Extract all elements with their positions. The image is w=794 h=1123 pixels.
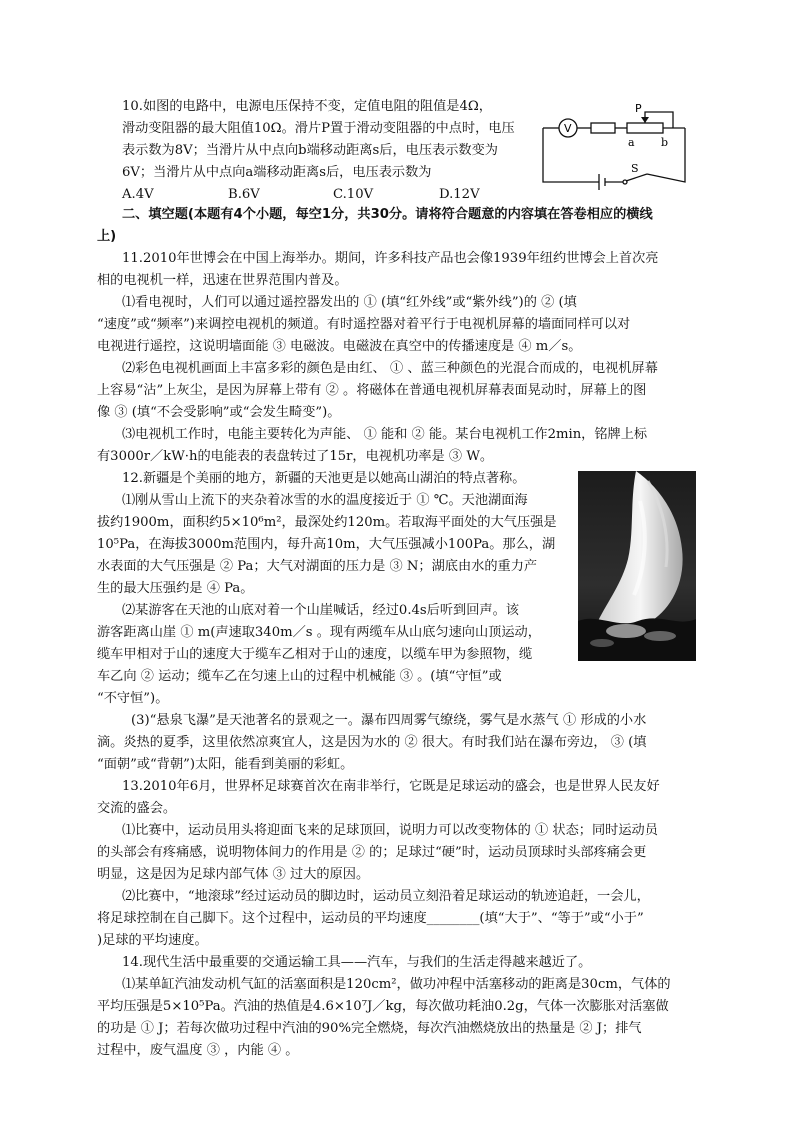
- q12-part2-line-2: 游客距离山崖 ① m(声速取340m／s 。现有两缆车从山底匀速向山顶运动，: [97, 625, 541, 640]
- q11-intro-2: 相的电视机一样，迅速在世界范围内普及。: [97, 273, 348, 288]
- q12-part2-line-5: “不守恒”)。: [97, 691, 169, 706]
- q12-intro: 12.新疆是个美丽的地方，新疆的天池更是以她高山湖泊的特点著称。: [122, 471, 526, 486]
- circuit-diagram: [535, 100, 695, 192]
- q14-part1-line-2: 平均压强是5×10⁵Pa。汽油的热值是4.6×10⁷J／kg，每次做功耗油0.2g，气体一次膨胀对活塞做: [97, 999, 669, 1014]
- q12-part3-line-1: (3)“悬泉飞瀑”是天池著名的景观之一。瀑布四周雾气缭绕，雾气是水蒸气 ① 形成的小水: [131, 713, 647, 728]
- terminal-b-label: b: [661, 136, 669, 149]
- q10-option-d: D.12V: [439, 187, 480, 202]
- q11-part1-line-1: ⑴看电视时，人们可以通过遥控器发出的 ① (填“红外线”或“紫外线”)的 ② (填: [122, 295, 577, 310]
- q13-part1-line-2: 的头部会有疼痛感，说明物体间力的作用是 ② 的；足球过“硬”时，运动员顶球时头部疼痛会更: [97, 845, 647, 860]
- q10-option-c: C.10V: [333, 187, 374, 202]
- q13-part2-line-1: ⑵比赛中，“地滚球”经过运动员的脚边时，运动员立刻沿着足球运动的轨迹追赶，一会儿，: [122, 889, 650, 904]
- q11-part2-line-2: 上容易“沾”上灰尘，是因为屏幕上带有 ② 。将磁体在普通电视机屏幕表面晃动时，屏幕上的图: [97, 383, 647, 398]
- q12-part1-line-4: 水表面的大气压强是 ② Pa；大气对湖面的压力是 ③ N；湖底由水的重力产: [97, 559, 538, 574]
- q10-line-2: 滑动变阻器的最大阻值10Ω。滑片P置于滑动变阻器的中点时，电压: [122, 121, 515, 136]
- q10-line-4: 6V；当滑片从中点向a端移动距离s后，电压表示数为: [122, 165, 432, 180]
- q13-part2-line-2: 将足球控制在自己脚下。这个过程中，运动员的平均速度________(填“大于”、“等于”或“小于”: [97, 911, 644, 926]
- q11-part3-line-1: ⑶电视机工作时，电能主要转化为声能、 ① 能和 ② 能。某台电视机工作2min，铭牌上标: [122, 427, 648, 442]
- q13-part2-line-3: )足球的平均速度。: [97, 933, 208, 948]
- q10-option-a: A.4V: [122, 187, 154, 202]
- q12-part1-line-2: 拔约1900m，面积约5×10⁶m²，最深处约120m。若取海平面处的大气压强是: [97, 515, 557, 530]
- q12-part1-line-3: 10⁵Pa，在海拔3000m范围内，每升高10m，大气压强减小100Pa。那么，湖: [97, 537, 556, 552]
- slider-label: P: [635, 102, 642, 115]
- q11-part1-line-2: “速度”或“频率”)来调控电视机的频道。有时遥控器对着平行于电视机屏幕的墙面同样可以对: [97, 317, 631, 332]
- q11-part2-line-1: ⑵彩色电视机画面上丰富多彩的颜色是由红、 ① 、蓝三种颜色的光混合而成的，电视机屏幕: [122, 361, 658, 376]
- q13-part1-line-1: ⑴比赛中，运动员用头将迎面飞来的足球顶回，说明力可以改变物体的 ① 状态；同时运动员: [122, 823, 658, 838]
- q12-part1-line-1: ⑴刚从雪山上流下的夹杂着冰雪的水的温度接近于 ① ℃。天池湖面海: [122, 493, 528, 508]
- waterfall-photo: [578, 471, 696, 661]
- q13-intro-2: 交流的盛会。: [97, 801, 177, 816]
- q11-intro-1: 11.2010年世博会在中国上海举办。期间，许多科技产品也会像1939年纽约世博会上首次亮: [122, 251, 659, 266]
- section-heading-line-2: 上): [97, 229, 117, 244]
- q12-part2-line-4: 车乙向 ② 运动；缆车乙在匀速上山的过程中机械能 ③ 。(填“守恒”或: [97, 669, 502, 684]
- q12-part2-line-1: ⑵某游客在天池的山底对着一个山崖喊话，经过0.4s后听到回声。该: [122, 603, 519, 618]
- q12-part3-line-3: “面朝”或“背朝”)太阳，能看到美丽的彩虹。: [97, 757, 354, 772]
- q11-part3-line-2: 有3000r／kW·h的电能表的表盘转过了15r，电视机功率是 ③ W。: [97, 449, 494, 464]
- q13-part1-line-3: 明显，这是因为足球内部气体 ③ 过大的原因。: [97, 867, 370, 882]
- q10-line-1: 10.如图的电路中，电源电压保持不变，定值电阻的阻值是4Ω，: [122, 99, 492, 114]
- q12-part1-line-5: 生的最大压强约是 ④ Pa。: [97, 581, 254, 596]
- q10-option-b: B.6V: [228, 187, 260, 202]
- section-heading-line-1: 二、填空题(本题有4个小题，每空1分，共30分。请将符合题意的内容填在答卷相应的横线: [122, 207, 653, 222]
- q11-part2-line-3: 像 ③ (填“不会受影响”或“会发生畸变”)。: [97, 405, 341, 420]
- q10-line-3: 表示数为8V；当滑片从中点向b端移动距离s后，电压表示数变为: [122, 143, 498, 158]
- q14-part1-line-3: 的功是 ① J；若每次做功过程中汽油的90%完全燃烧，每次汽油燃烧放出的热量是 ② J；排气: [97, 1021, 642, 1036]
- q13-intro-1: 13.2010年6月，世界杯足球赛首次在南非举行，它既是足球运动的盛会，也是世界人民友好: [122, 779, 660, 794]
- q12-part3-line-2: 滴。炎热的夏季，这里依然凉爽宜人，这是因为水的 ② 很大。有时我们站在瀑布旁边， ③ (填: [97, 735, 647, 750]
- voltmeter-label: V: [564, 122, 572, 135]
- q11-part1-line-3: 电视进行遥控，这说明墙面能 ③ 电磁波。电磁波在真空中的传播速度是 ④ m／s。: [97, 339, 582, 354]
- q12-part2-line-3: 缆车甲相对于山的速度大于缆车乙相对于山的速度，以缆车甲为参照物，缆: [97, 647, 533, 662]
- q14-part1-line-4: 过程中，废气温度 ③ ，内能 ④ 。: [97, 1043, 299, 1058]
- terminal-a-label: a: [628, 136, 635, 149]
- q14-intro: 14.现代生活中最重要的交通运输工具——汽车，与我们的生活走得越来越近了。: [122, 955, 592, 970]
- q14-part1-line-1: ⑴某单缸汽油发动机气缸的活塞面积是120cm²，做功冲程中活塞移动的距离是30cm，气体的: [122, 977, 671, 992]
- switch-label: S: [631, 162, 639, 175]
